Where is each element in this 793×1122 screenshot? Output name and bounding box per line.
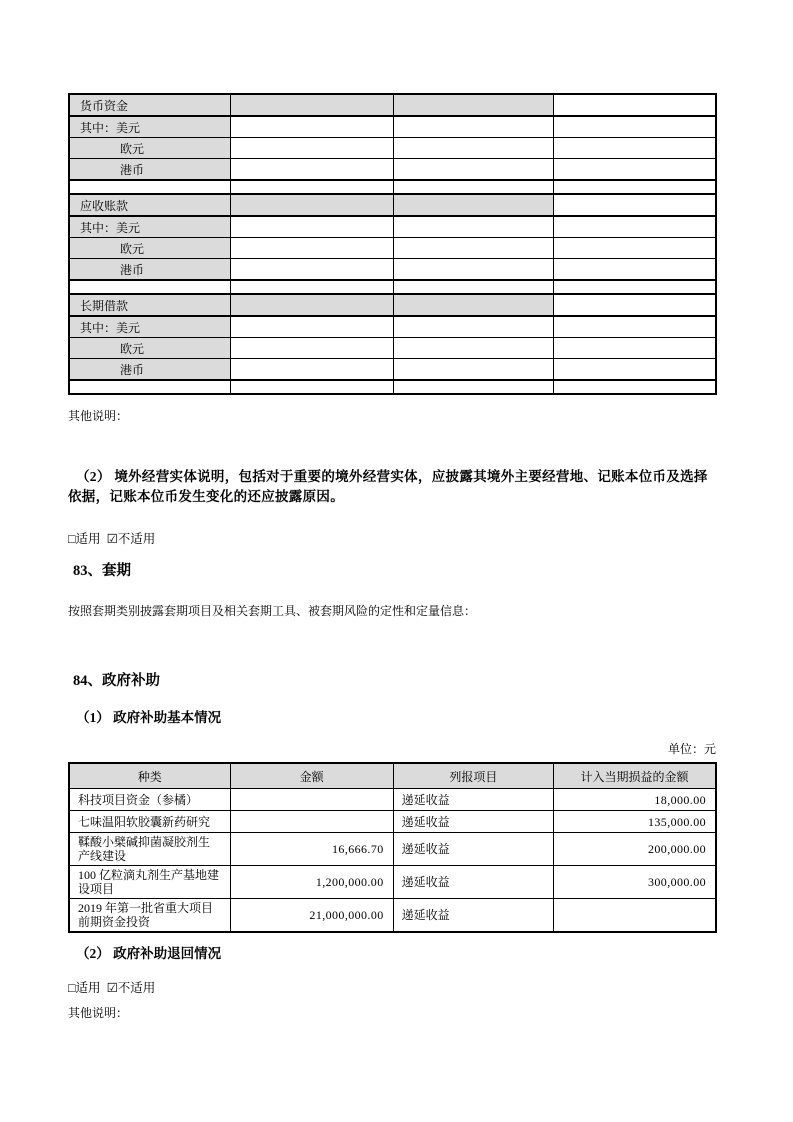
applicable-checkbox: □适用	[68, 532, 101, 546]
empty-cell	[393, 338, 553, 359]
empty-cell	[393, 216, 553, 238]
table-row	[69, 94, 716, 116]
currency-label-cell: 欧元	[69, 338, 230, 359]
grant-pl-cell: 18,000.00	[554, 789, 716, 811]
empty-cell	[393, 138, 553, 159]
table-row	[69, 294, 716, 316]
currency-label-cell: 港币	[69, 159, 230, 181]
empty-cell	[393, 294, 553, 316]
currency-label-cell: 港币	[69, 359, 230, 381]
foreign-entities-paragraph: （2） 境外经营实体说明，包括对于重要的境外经营实体，应披露其境外主要经营地、记账本位币及选择依据，记账本位币发生变化的还应披露原因。	[68, 469, 708, 504]
grant-type-cell: 100 亿粒滴丸剂生产基地建设项目	[69, 866, 230, 899]
table-row	[69, 833, 716, 866]
currency-label-cell: 其中：美元	[69, 216, 230, 238]
applicability-line	[68, 980, 717, 996]
empty-cell	[393, 116, 553, 138]
empty-cell	[393, 359, 553, 381]
table-row	[69, 138, 716, 159]
grant-item-cell: 递延收益	[393, 811, 553, 833]
table-row	[69, 811, 716, 833]
currency-label-cell: 其中：美元	[69, 316, 230, 338]
empty-cell	[69, 380, 230, 394]
empty-cell	[393, 280, 553, 294]
column-header-type: 种类	[69, 763, 230, 789]
table-row	[69, 238, 716, 259]
grant-item-cell: 递延收益	[393, 866, 553, 899]
empty-cell	[230, 359, 393, 381]
empty-cell	[230, 259, 393, 281]
applicability-line	[68, 531, 717, 547]
empty-cell	[69, 280, 230, 294]
currency-label-cell: 其中：美元	[69, 116, 230, 138]
grant-amount-cell	[230, 789, 393, 811]
grant-type-cell: 七味温阳软胶囊新药研究	[69, 811, 230, 833]
empty-cell	[230, 338, 393, 359]
section-83-heading: 83、套期	[73, 563, 131, 579]
table-row	[69, 789, 716, 811]
spacer-row	[69, 180, 716, 194]
grant-pl-cell: 200,000.00	[554, 833, 716, 866]
empty-cell	[554, 338, 716, 359]
currency-label-cell: 货币资金	[69, 94, 230, 116]
currency-label-cell: 欧元	[69, 138, 230, 159]
other-notes-label: 其他说明：	[68, 1006, 129, 1020]
empty-cell	[554, 180, 716, 194]
empty-cell	[230, 194, 393, 216]
grant-pl-cell: 135,000.00	[554, 811, 716, 833]
currency-label-cell: 欧元	[69, 238, 230, 259]
grant-amount-cell: 16,666.70	[230, 833, 393, 866]
table-row	[69, 866, 716, 899]
applicable-checkbox: □适用	[68, 981, 101, 995]
spacer-row	[69, 280, 716, 294]
empty-cell	[230, 94, 393, 116]
section-84-heading: 84、政府补助	[73, 673, 160, 689]
page-content	[68, 0, 717, 1021]
column-header-amount: 金额	[230, 763, 393, 789]
empty-cell	[554, 216, 716, 238]
empty-cell	[393, 194, 553, 216]
table-row	[69, 159, 716, 181]
empty-cell	[393, 94, 553, 116]
empty-cell	[230, 138, 393, 159]
header-row	[69, 763, 716, 789]
empty-cell	[554, 159, 716, 181]
grant-amount-cell: 21,000,000.00	[230, 899, 393, 933]
grant-pl-cell	[554, 899, 716, 933]
grant-type-cell: 鞣酸小檗碱抑菌凝胶剂生产线建设	[69, 833, 230, 866]
grant-item-cell: 递延收益	[393, 899, 553, 933]
table-row	[69, 359, 716, 381]
empty-cell	[230, 316, 393, 338]
empty-cell	[554, 380, 716, 394]
empty-cell	[230, 294, 393, 316]
government-grant-table	[68, 762, 717, 933]
empty-cell	[554, 116, 716, 138]
empty-cell	[554, 238, 716, 259]
empty-cell	[393, 180, 553, 194]
empty-cell	[554, 94, 716, 116]
empty-cell	[393, 259, 553, 281]
table-row	[69, 116, 716, 138]
currency-label-cell: 应收账款	[69, 194, 230, 216]
grant-amount-cell: 1,200,000.00	[230, 866, 393, 899]
empty-cell	[230, 238, 393, 259]
empty-cell	[554, 194, 716, 216]
grant-item-cell: 递延收益	[393, 833, 553, 866]
spacer-row	[69, 380, 716, 394]
empty-cell	[230, 159, 393, 181]
empty-cell	[554, 259, 716, 281]
column-header-pl-amount: 计入当期损益的金额	[554, 763, 716, 789]
table-row	[69, 899, 716, 933]
empty-cell	[393, 316, 553, 338]
grant-type-cell: 科技项目资金（参橘）	[69, 789, 230, 811]
unit-label: 单位：元	[667, 742, 716, 756]
table-row	[69, 194, 716, 216]
empty-cell	[554, 316, 716, 338]
hedging-description: 按照套期类别披露套期项目及相关套期工具、被套期风险的定性和定量信息：	[68, 604, 477, 618]
empty-cell	[554, 294, 716, 316]
grant-item-cell: 递延收益	[393, 789, 553, 811]
grant-basic-subheading: （1） 政府补助基本情况	[76, 710, 222, 725]
grant-return-subheading: （2） 政府补助退回情况	[76, 946, 222, 961]
empty-cell	[554, 280, 716, 294]
empty-cell	[554, 359, 716, 381]
grant-amount-cell	[230, 811, 393, 833]
grant-pl-cell: 300,000.00	[554, 866, 716, 899]
empty-cell	[230, 116, 393, 138]
empty-cell	[230, 280, 393, 294]
other-notes-label: 其他说明：	[68, 409, 129, 423]
currency-label-cell: 港币	[69, 259, 230, 281]
empty-cell	[69, 180, 230, 194]
not-applicable-checkbox: ☑不适用	[106, 532, 156, 546]
foreign-currency-table	[68, 93, 717, 395]
empty-cell	[393, 238, 553, 259]
empty-cell	[393, 159, 553, 181]
currency-label-cell: 长期借款	[69, 294, 230, 316]
empty-cell	[393, 380, 553, 394]
table-row	[69, 316, 716, 338]
empty-cell	[230, 216, 393, 238]
table-row	[69, 216, 716, 238]
grant-type-cell: 2019 年第一批省重大项目前期资金投资	[69, 899, 230, 933]
empty-cell	[554, 138, 716, 159]
table-row	[69, 338, 716, 359]
not-applicable-checkbox: ☑不适用	[106, 981, 156, 995]
empty-cell	[230, 180, 393, 194]
table-row	[69, 259, 716, 281]
empty-cell	[230, 380, 393, 394]
column-header-item: 列报项目	[393, 763, 553, 789]
